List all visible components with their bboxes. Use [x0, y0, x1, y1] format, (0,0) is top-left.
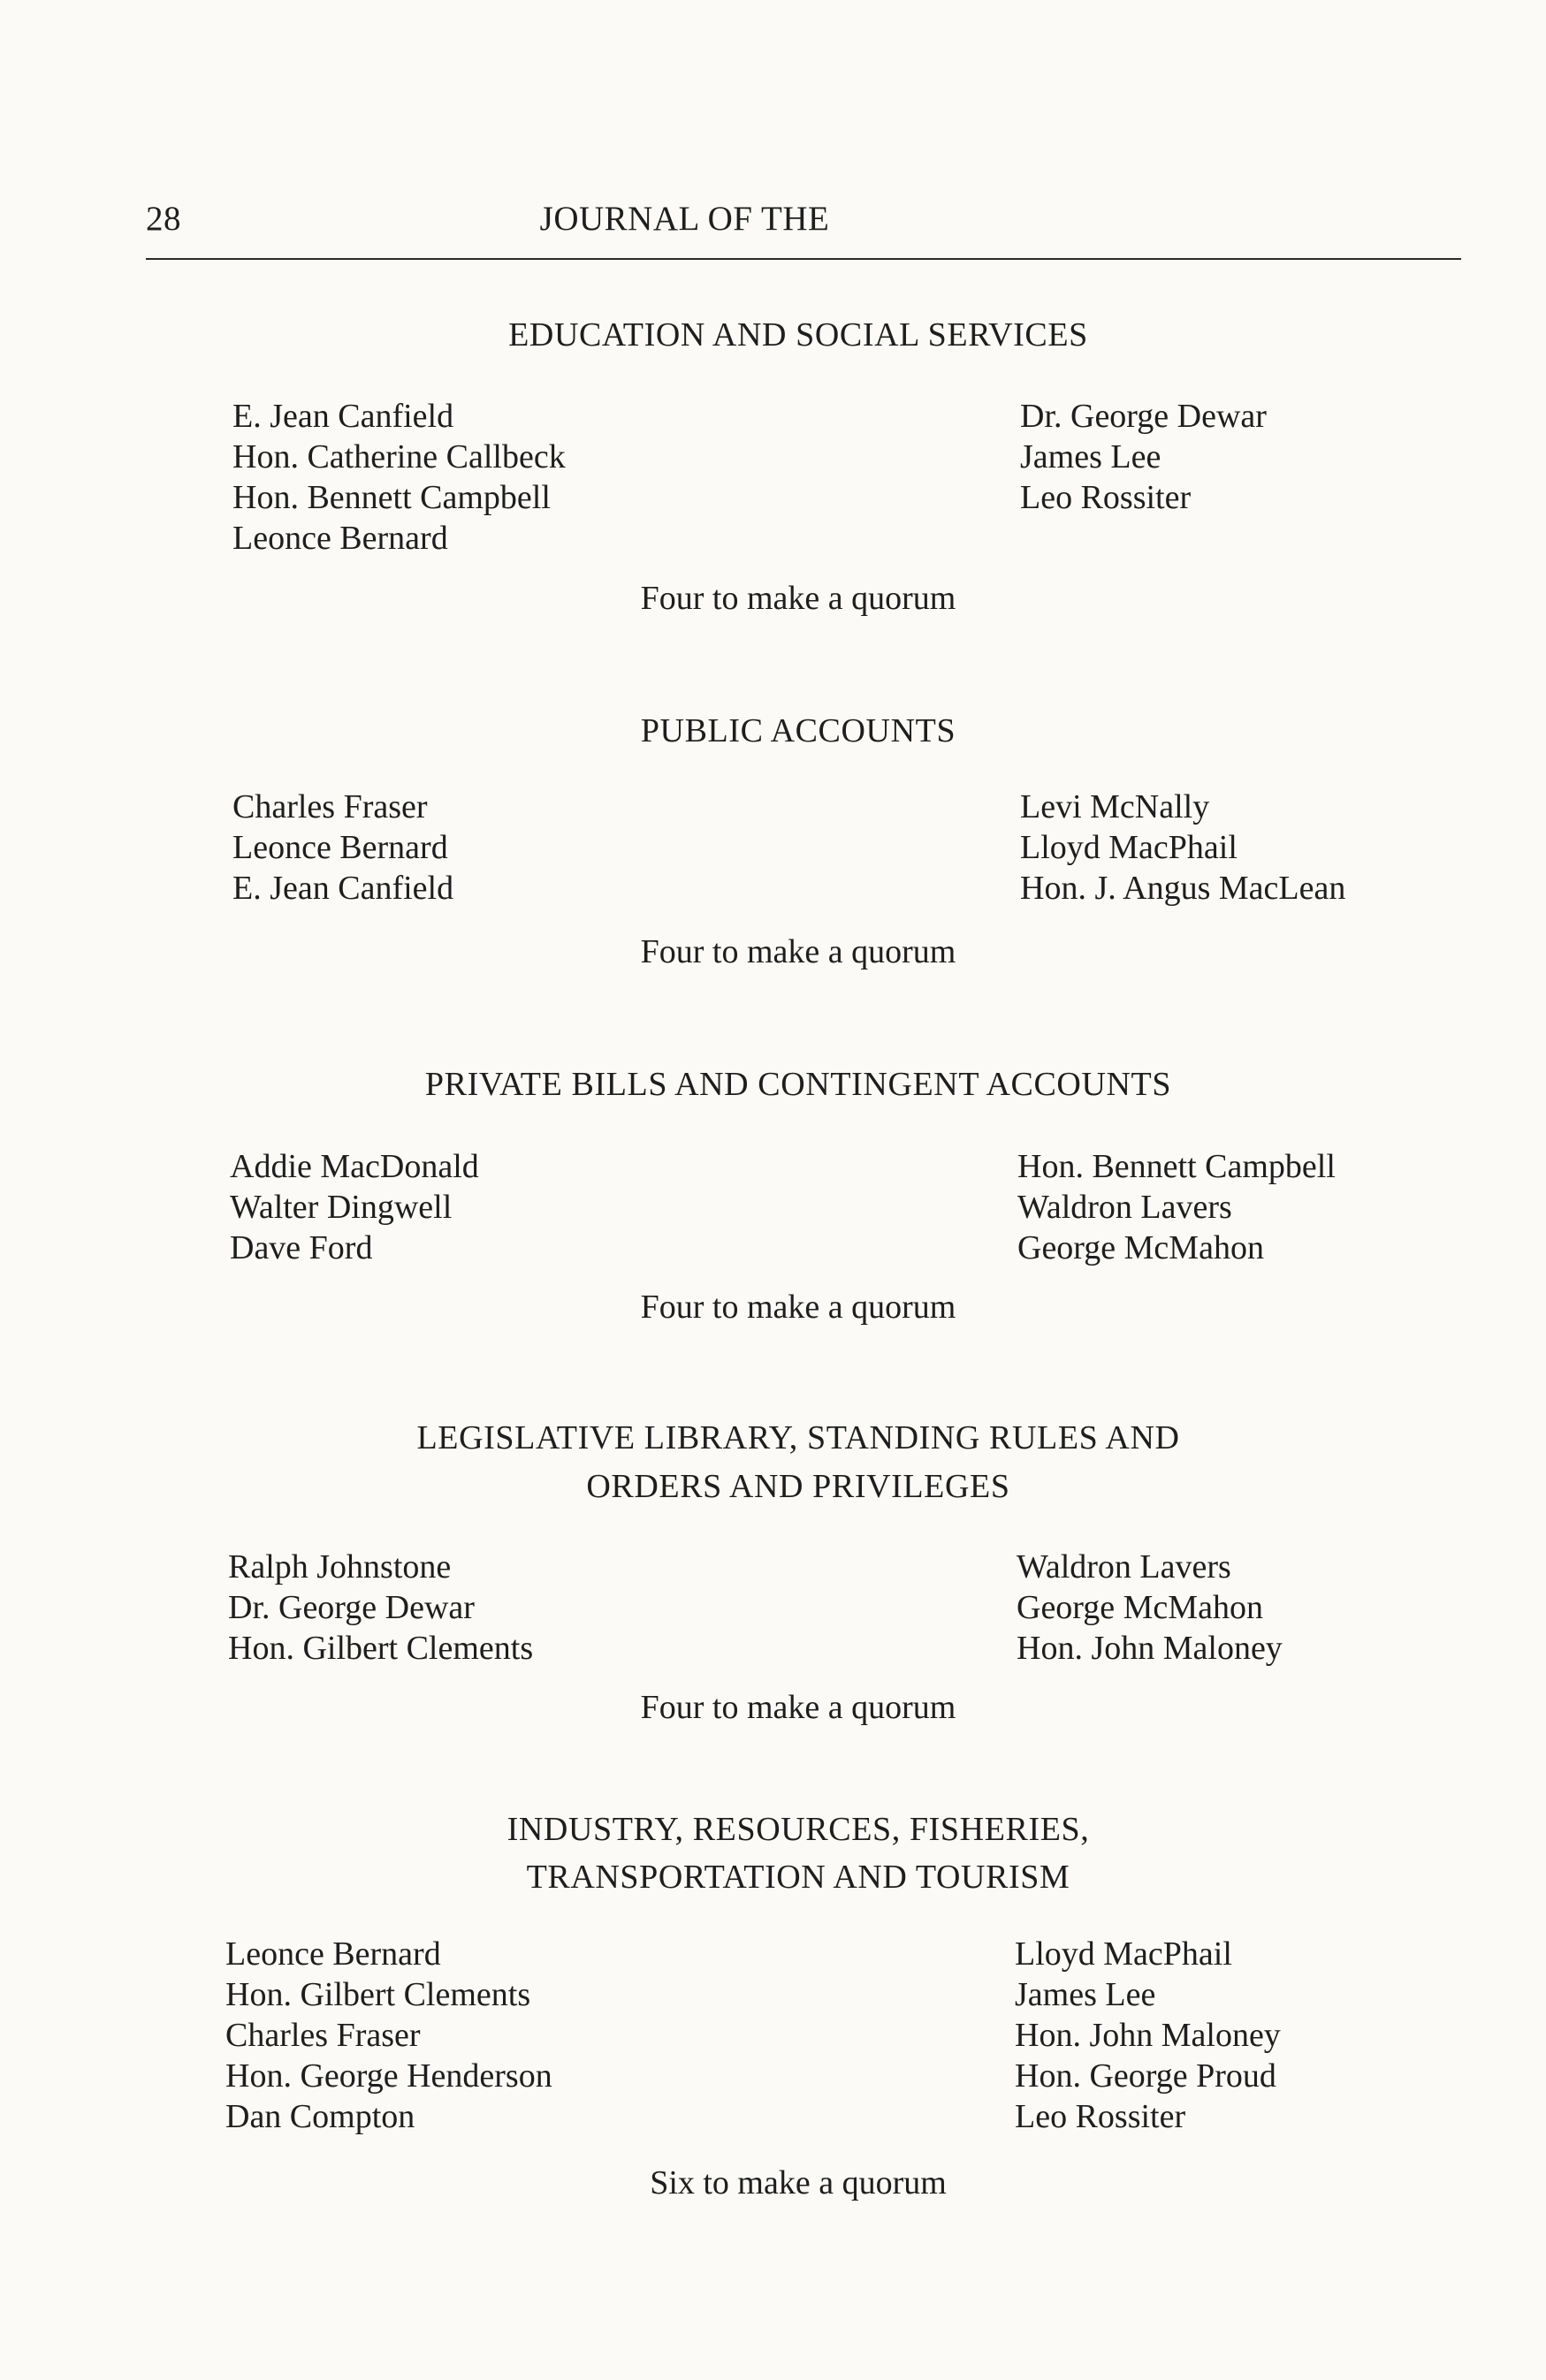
- member-name: Leo Rossiter: [1020, 479, 1192, 516]
- member-name: Dan Compton: [225, 2098, 415, 2135]
- member-name: Hon. J. Angus MacLean: [1020, 870, 1346, 907]
- member-name: Leonce Bernard: [232, 520, 448, 557]
- member-name: Hon. George Henderson: [225, 2057, 552, 2095]
- member-name: James Lee: [1015, 1976, 1156, 2013]
- member-name: Levi McNally: [1020, 788, 1210, 825]
- committee-heading: PRIVATE BILLS AND CONTINGENT ACCOUNTS: [424, 1066, 1172, 1103]
- quorum-note: Four to make a quorum: [640, 1289, 956, 1326]
- right-member-list: [1020, 787, 1345, 909]
- right-member-list: [1020, 396, 1267, 518]
- member-name: E. Jean Canfield: [232, 870, 454, 907]
- member-name: Hon. Catherine Callbeck: [232, 438, 566, 475]
- quorum-note: Four to make a quorum: [640, 933, 956, 970]
- left-member-list: [225, 1934, 552, 2137]
- member-name: Hon. Bennett Campbell: [1017, 1148, 1336, 1185]
- quorum-note: Four to make a quorum: [640, 580, 956, 617]
- member-name: Charles Fraser: [232, 788, 428, 825]
- member-name: Dave Ford: [230, 1229, 373, 1266]
- page-number: 28: [146, 200, 181, 238]
- member-name: Hon. Gilbert Clements: [228, 1630, 534, 1667]
- member-name: Hon. John Maloney: [1017, 1630, 1283, 1667]
- right-member-list: [1017, 1547, 1283, 1669]
- member-name: Leonce Bernard: [232, 829, 448, 866]
- committee-heading-line-1: INDUSTRY, RESOURCES, FISHERIES,: [506, 1811, 1090, 1848]
- right-member-list: [1017, 1146, 1336, 1268]
- member-name: Hon. George Proud: [1015, 2057, 1276, 2095]
- committee-heading: EDUCATION AND SOCIAL SERVICES: [508, 316, 1088, 354]
- member-name: E. Jean Canfield: [232, 398, 454, 435]
- member-name: Addie MacDonald: [230, 1148, 479, 1185]
- member-name: Leo Rossiter: [1015, 2098, 1186, 2135]
- committee-heading-line-2: ORDERS AND PRIVILEGES: [586, 1468, 1010, 1505]
- member-name: Waldron Lavers: [1017, 1548, 1231, 1585]
- quorum-note: Four to make a quorum: [640, 1689, 956, 1726]
- member-name: Waldron Lavers: [1017, 1189, 1232, 1226]
- member-name: James Lee: [1020, 438, 1161, 475]
- header-rule: [146, 258, 1461, 260]
- member-name: Dr. George Dewar: [1020, 398, 1267, 435]
- left-member-list: [232, 787, 453, 909]
- right-member-list: [1015, 1934, 1281, 2137]
- member-name: Ralph Johnstone: [228, 1548, 452, 1585]
- member-name: Dr. George Dewar: [228, 1589, 475, 1626]
- committee-heading-line-2: TRANSPORTATION AND TOURISM: [526, 1859, 1070, 1896]
- quorum-note: Six to make a quorum: [650, 2164, 947, 2201]
- member-name: Lloyd MacPhail: [1020, 829, 1238, 866]
- running-title: JOURNAL OF THE: [539, 200, 830, 238]
- left-member-list: [230, 1146, 479, 1268]
- member-name: Hon. Bennett Campbell: [232, 479, 551, 516]
- member-name: Hon. Gilbert Clements: [225, 1976, 531, 2013]
- member-name: George McMahon: [1017, 1589, 1263, 1626]
- committee-heading-line-1: LEGISLATIVE LIBRARY, STANDING RULES AND: [416, 1419, 1180, 1456]
- member-name: Charles Fraser: [225, 2017, 421, 2054]
- left-member-list: [232, 396, 566, 559]
- left-member-list: [228, 1547, 533, 1669]
- member-name: Lloyd MacPhail: [1015, 1935, 1232, 1973]
- member-name: George McMahon: [1017, 1229, 1264, 1266]
- member-name: Leonce Bernard: [225, 1935, 441, 1973]
- member-name: Walter Dingwell: [230, 1189, 453, 1226]
- member-name: Hon. John Maloney: [1015, 2017, 1281, 2054]
- committee-heading: PUBLIC ACCOUNTS: [640, 712, 956, 749]
